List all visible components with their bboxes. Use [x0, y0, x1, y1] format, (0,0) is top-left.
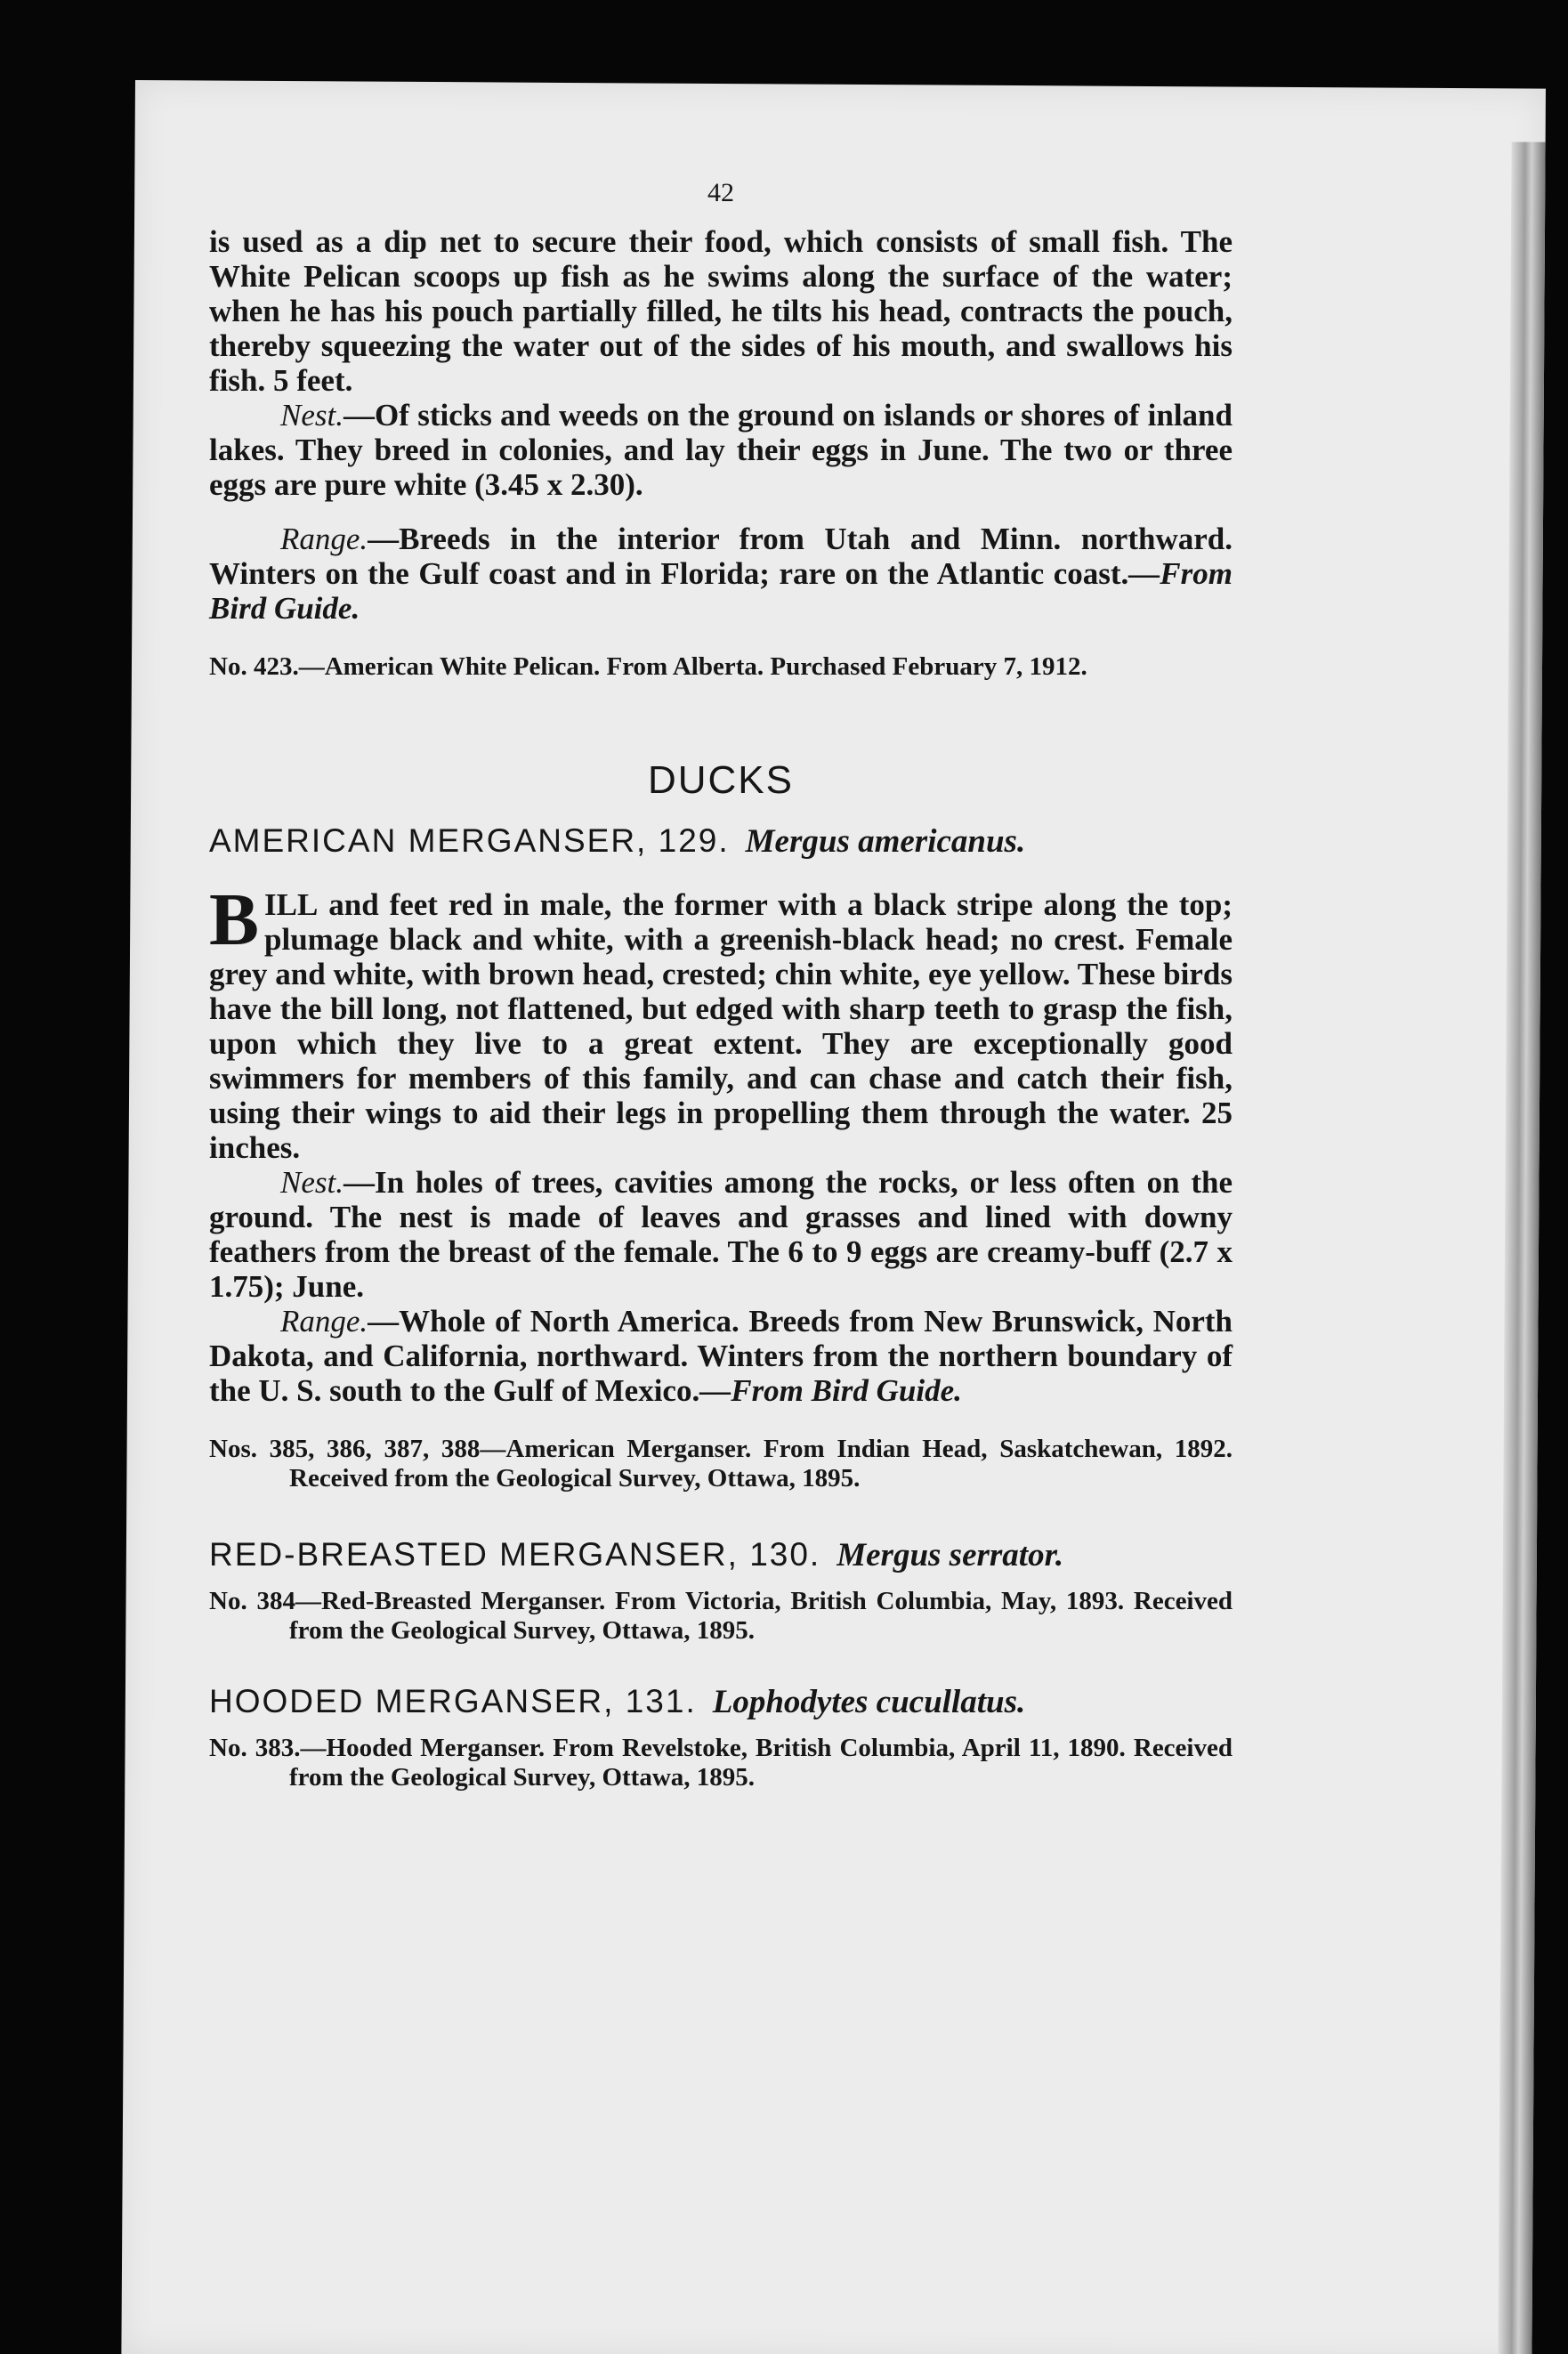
page-edge-shadow [1498, 142, 1545, 2354]
hooded-merganser-heading [209, 1683, 1233, 1721]
american-merganser-range-paragraph [209, 1304, 1233, 1408]
pelican-range-text: —Breeds in the interior from Utah and Minn. northward. Winters on the Gulf coast and in Florida; rare on the Atlantic coast. [209, 522, 1233, 591]
american-merganser-nest-text: —In holes of trees, cavities among the rocks, or less often on the ground. The nest is made of leaves and grasses and lined with downy feathers from the breast of the female. The 6 to 9 eggs are creamy-buff (2.7 x 1.75); June. [209, 1165, 1233, 1304]
american-merganser-source: —From Bird Guide. [699, 1373, 962, 1408]
pelican-specimen-note: No. 423.—American White Pelican. From Alberta. Purchased February 7, 1912. [209, 652, 1087, 681]
red-breasted-merganser-specimen-note: No. 384—Red-Breasted Merganser. From Victoria, British Columbia, May, 1893. Received from the Geological Survey, Ottawa, 1895. [209, 1587, 1233, 1645]
pelican-range-paragraph [209, 522, 1233, 626]
pelican-nest-paragraph [209, 398, 1233, 502]
american-merganser-description [209, 878, 1233, 1165]
drop-cap-letter: B [209, 878, 260, 961]
american-merganser-name: AMERICAN MERGANSER, 129. [209, 822, 730, 859]
red-breasted-merganser-scientific: Mergus serrator. [837, 1537, 1064, 1573]
pelican-description: is used as a dip net to secure their food, which consists of small fish. The White Pelican scoops up fish as he swims along the surface of the water; when he has his pouch partially filled, he tilts his head, contracts the pouch, thereby squeezing the water out of the sides of his mouth, and swallows his fish. 5 feet. [209, 224, 1233, 398]
pelican-range-label: Range. [280, 522, 368, 556]
pelican-nest-label: Nest. [280, 398, 344, 433]
american-merganser-range-label: Range. [280, 1304, 368, 1339]
american-merganser-scientific: Mergus americanus. [745, 823, 1026, 860]
pelican-source: —From Bird Guide. [209, 556, 1233, 626]
red-breasted-merganser-name: RED-BREASTED MERGANSER, 130. [209, 1536, 821, 1573]
american-merganser-specimen-note: Nos. 385, 386, 387, 388—American Merganser. From Indian Head, Saskatchewan, 1892. Received from the Geological Survey, Ottawa, 1895. [209, 1435, 1233, 1492]
hooded-merganser-specimen-note: No. 383.—Hooded Merganser. From Revelstoke, British Columbia, April 11, 1890. Received from the Geological Survey, Ottawa, 1895. [209, 1734, 1233, 1792]
page-number: 42 [707, 178, 734, 207]
hooded-merganser-scientific: Lophodytes cucullatus. [712, 1684, 1026, 1720]
section-heading-ducks: DUCKS [647, 758, 795, 802]
pelican-nest-text: —Of sticks and weeds on the ground on islands or shores of inland lakes. They breed in colonies, and lay their eggs in June. The two or three eggs are pure white (3.45 x 2.30). [209, 398, 1233, 502]
american-merganser-description-text: and feet red in male, the former with a black stripe along the top; plumage black and white, with a greenish-black head; no crest. Female grey and white, with brown head, crested; chin white, eye yellow. These birds have the bill long, not flattened, but edged with sharp teeth to grasp the fish, upon which they live to a great extent. They are exceptionally good swimmers for members of this family, and can chase and catch their fish, using their wings to aid their legs in propelling them through the water. 25 inches. [209, 887, 1233, 1165]
hooded-merganser-name: HOODED MERGANSER, 131. [209, 1683, 697, 1719]
american-merganser-heading [209, 822, 1233, 861]
page-content [209, 178, 1233, 1792]
american-merganser-nest-label: Nest. [280, 1165, 344, 1200]
red-breasted-merganser-heading [209, 1536, 1233, 1574]
american-merganser-nest-paragraph [209, 1165, 1233, 1304]
american-merganser-lead-word: ILL [264, 887, 319, 922]
american-merganser-range-text: —Whole of North America. Breeds from New Brunswick, North Dakota, and California, northward. Winters from the northern boundary of the U. S. south to the Gulf of Mexico. [209, 1304, 1233, 1408]
